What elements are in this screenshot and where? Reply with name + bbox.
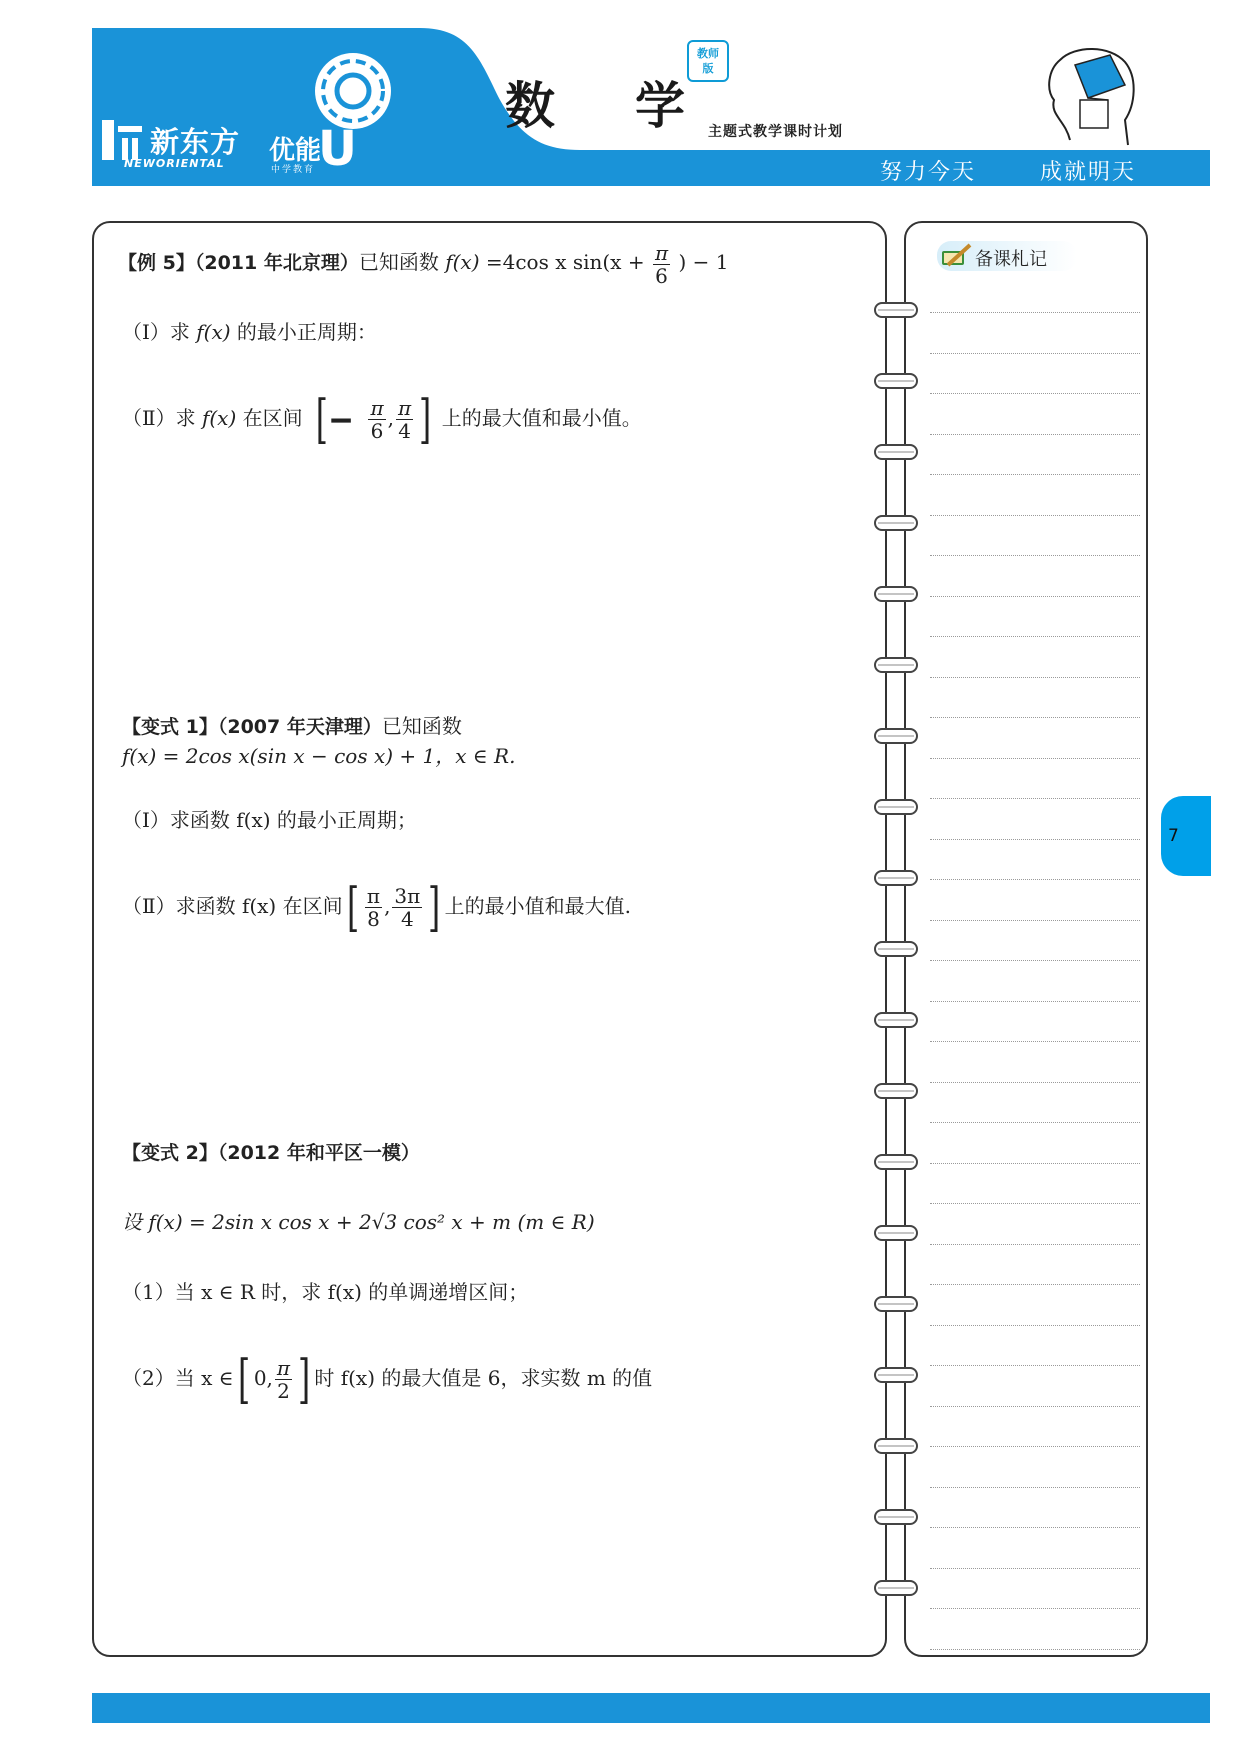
- variant1-q2-suffix: 上的最小值和最大值.: [444, 894, 631, 918]
- example5-frac: [653, 242, 670, 287]
- note-line: [930, 1082, 1140, 1083]
- example5-q2: （Ⅱ）求 f(x) 在区间 [− $\frac{\pi}{6}$ , $\frac{\pi}{4}$ ] 上的最大值和最小值。: [122, 389, 642, 450]
- example5-q2-suffix: 上的最大值和最小值。: [441, 406, 642, 430]
- variant1-q2-num2: 3π: [394, 884, 421, 908]
- note-line: [930, 1122, 1140, 1123]
- binder-ring-icon: [868, 1507, 922, 1527]
- badge-line2: 版: [702, 62, 714, 75]
- example5-q2-pi2: π: [397, 396, 412, 420]
- binder-ring-icon: [868, 513, 922, 533]
- binder-ring-icon: [868, 1223, 922, 1243]
- note-line: [930, 596, 1140, 597]
- note-line: [930, 1649, 1140, 1650]
- note-line: [930, 1608, 1140, 1609]
- variant1-q2-prefix: （Ⅱ）求函数 f(x) 在区间: [122, 894, 343, 918]
- brand-xdf-en: NEWORIENTAL: [124, 157, 225, 170]
- note-line: [930, 879, 1140, 880]
- variant2-tag: 【变式 2】: [122, 1142, 218, 1164]
- example5-q2-mid: 在区间: [242, 406, 303, 430]
- binder-ring-icon: [868, 584, 922, 604]
- note-line: [930, 1527, 1140, 1528]
- variant2-q1: （1）当 x ∈ R 时，求 f(x) 的单调递增区间；: [122, 1280, 529, 1304]
- teacher-edition-badge: [687, 40, 729, 82]
- binder-ring-icon: [868, 1152, 922, 1172]
- example5-q2-rbracket: ]: [419, 389, 432, 450]
- brand-xdf: 新东方: [150, 125, 241, 159]
- note-line: [930, 434, 1140, 435]
- binder-ring-icon: [868, 442, 922, 462]
- variant1-q2-den1: 8: [367, 907, 380, 931]
- example5-q2-den2: 4: [398, 419, 411, 443]
- example5-six: 6: [655, 264, 668, 288]
- notes-title: 备课札记: [975, 249, 1047, 270]
- note-line: [930, 677, 1140, 678]
- variant2-q2-lbracket: [: [237, 1349, 250, 1410]
- variant2-q2-prefix: （2）当 x ∈: [122, 1366, 234, 1390]
- brand-u: U: [318, 121, 357, 177]
- binder-ring-icon: [868, 371, 922, 391]
- binder-ring-icon: [868, 1294, 922, 1314]
- note-line: [930, 960, 1140, 961]
- variant1-q2-frac2: [392, 885, 422, 930]
- example5-tag: 【例 5】: [118, 252, 195, 274]
- example5-q1-suffix: 的最小正周期：: [236, 320, 377, 344]
- note-line: [930, 312, 1140, 313]
- example5-pi: π: [654, 241, 669, 265]
- binder-ring-icon: [868, 300, 922, 320]
- example5-q1-fn: f(x): [196, 320, 231, 344]
- note-line: [930, 1365, 1140, 1366]
- brand-youneng: 优能: [269, 136, 322, 166]
- note-line: [930, 515, 1140, 516]
- binder-ring-icon: [868, 939, 922, 959]
- notes-panel: [904, 221, 1148, 1657]
- example5-heading: [118, 242, 728, 287]
- example5-eq: =4cos x sin(x +: [485, 250, 645, 274]
- example5-q2-prefix: （Ⅱ）求: [122, 406, 196, 430]
- slogan-right: 成就明天: [1040, 160, 1137, 185]
- variant2-q2: [122, 1349, 653, 1410]
- variant2-q2-zero: 0,: [253, 1366, 273, 1390]
- variant1-source: （2007 年天津理）: [217, 716, 382, 738]
- binder-ring-icon: [868, 1081, 922, 1101]
- example5-q2-lbracket: [−: [315, 389, 354, 450]
- example5-fn: f(x): [445, 250, 480, 274]
- subject-title: 数学: [505, 77, 765, 135]
- note-line: [930, 758, 1140, 759]
- variant1-q1: （Ⅰ）求函数 f(x) 的最小正周期；: [122, 808, 417, 832]
- book-pencil-icon: [940, 243, 972, 269]
- variant1-q2: （Ⅱ）求函数 f(x) 在区间[ $\frac{\pi}{8}$ , $\frac{3\pi}{4}$ ] 上的最小值和最大值.: [122, 877, 631, 938]
- variant1-q2-den2: 4: [400, 907, 414, 931]
- binder-ring-icon: [868, 1010, 922, 1030]
- note-line: [930, 1568, 1140, 1569]
- footer-bar: [92, 1693, 1210, 1723]
- variant1-q2-rbracket: ]: [428, 877, 441, 938]
- variant1-q2-num1: π: [366, 884, 381, 908]
- example5-q2-pi1: π: [370, 396, 384, 420]
- note-line: [930, 798, 1140, 799]
- head-geometry-icon: [1040, 40, 1140, 150]
- note-line: [930, 920, 1140, 921]
- example5-q2-frac2: [396, 397, 413, 442]
- note-line: [930, 555, 1140, 556]
- note-line: [930, 839, 1140, 840]
- variant1-heading: [122, 714, 462, 739]
- note-line: [930, 353, 1140, 354]
- note-line: [930, 1487, 1140, 1488]
- binder-ring-icon: [868, 797, 922, 817]
- binder-ring-icon: [868, 655, 922, 675]
- example5-tail: ) − 1: [678, 250, 729, 274]
- example5-intro: 已知函数: [358, 250, 439, 274]
- variant1-q2-lbracket: [: [346, 877, 359, 938]
- note-line: [930, 1325, 1140, 1326]
- note-line: [930, 1041, 1140, 1042]
- variant2-q2-num: π: [276, 1356, 291, 1380]
- variant1-intro: 已知函数: [381, 714, 462, 738]
- plan-title: 主题式教学课时计划: [708, 124, 843, 140]
- example5-q2-den1: 6: [370, 419, 384, 443]
- binder-ring-icon: [868, 1365, 922, 1385]
- note-line: [930, 1001, 1140, 1002]
- note-line: [930, 474, 1140, 475]
- example5-q2-fn: f(x): [201, 406, 237, 430]
- variant2-formula: 设 f(x) = 2sin x cos x + 2√3 cos² x + m (m ∈ R): [122, 1210, 595, 1234]
- variant1-formula: f(x) = 2cos x(sin x − cos x) + 1，x ∈ R.: [122, 744, 516, 768]
- note-line: [930, 1203, 1140, 1204]
- variant2-source: （2012 年和平区一模）: [217, 1142, 420, 1164]
- badge-line1: 教师: [697, 47, 719, 60]
- binder-ring-icon: [868, 726, 922, 746]
- page-number: 7: [1168, 826, 1179, 846]
- variant2-q2-den: 2: [277, 1379, 290, 1403]
- example5-q1: [122, 320, 377, 344]
- binder-ring-icon: [868, 868, 922, 888]
- variant2-q2-rbracket: ]: [298, 1349, 311, 1410]
- note-line: [930, 1406, 1140, 1407]
- note-line: [930, 1284, 1140, 1285]
- variant2-q2-suffix: 时 f(x) 的最大值是 6，求实数 m 的值: [314, 1366, 653, 1390]
- note-line: [930, 1446, 1140, 1447]
- yes-you-can-logo-icon: [312, 50, 394, 132]
- note-line: [930, 393, 1140, 394]
- variant1-tag: 【变式 1】: [122, 716, 218, 738]
- variant2-q2-frac: [275, 1357, 292, 1402]
- variant1-q2-frac1: [365, 885, 382, 930]
- note-line: [930, 1163, 1140, 1164]
- note-line: [930, 717, 1140, 718]
- note-line: [930, 1244, 1140, 1245]
- brand-youneng-sub: 中学教育: [271, 165, 316, 175]
- example5-q2-frac1: [368, 397, 385, 442]
- page-header: [0, 0, 1241, 200]
- slogan-left: 努力今天: [880, 160, 977, 185]
- example5-source: （2011 年北京理）: [194, 252, 359, 274]
- binder-ring-icon: [868, 1436, 922, 1456]
- binder-ring-icon: [868, 1578, 922, 1598]
- variant2-heading: [122, 1140, 420, 1165]
- example5-q1-prefix: （Ⅰ）求: [122, 320, 190, 344]
- note-line: [930, 636, 1140, 637]
